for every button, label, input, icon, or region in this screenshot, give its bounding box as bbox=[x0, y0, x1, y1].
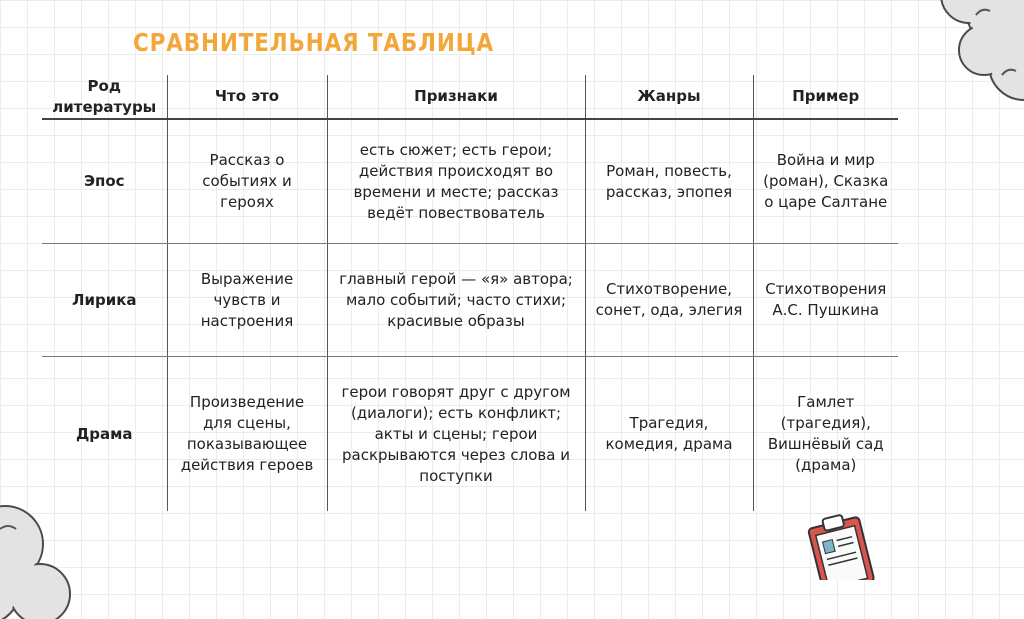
header-genres: Жанры bbox=[585, 75, 753, 119]
clipboard-icon bbox=[800, 510, 880, 580]
cell-example: Стихотворения А.С. Пушкина bbox=[753, 244, 898, 357]
cell-example: Гамлет (трагедия), Вишнёвый сад (драма) bbox=[753, 357, 898, 512]
cell-features: главный герой — «я» автора; мало событий; часто стихи; красивые образы bbox=[327, 244, 585, 357]
row-label: Эпос bbox=[42, 119, 167, 244]
table-header-row bbox=[42, 75, 898, 119]
header-what-is-it: Что это bbox=[167, 75, 327, 119]
header-features: Признаки bbox=[327, 75, 585, 119]
cell-what-is-it: Рассказ о событиях и героях bbox=[167, 119, 327, 244]
cell-genres: Роман, повесть, рассказ, эпопея bbox=[585, 119, 753, 244]
table-row bbox=[42, 244, 898, 357]
header-genre-kind: Род литературы bbox=[42, 75, 167, 119]
cell-genres: Трагедия, комедия, драма bbox=[585, 357, 753, 512]
cell-example: Война и мир (роман), Сказка о царе Салтане bbox=[753, 119, 898, 244]
cell-what-is-it: Выражение чувств и настроения bbox=[167, 244, 327, 357]
header-example: Пример bbox=[753, 75, 898, 119]
row-label: Лирика bbox=[42, 244, 167, 357]
page-title: СРАВНИТЕЛЬНАЯ ТАБЛИЦА bbox=[133, 28, 495, 57]
cell-genres: Стихотворение, сонет, ода, элегия bbox=[585, 244, 753, 357]
cell-what-is-it: Произведение для сцены, показывающее действия героев bbox=[167, 357, 327, 512]
comparison-table bbox=[42, 75, 898, 511]
cloud-icon bbox=[914, 0, 1024, 110]
table-row bbox=[42, 119, 898, 244]
table-row bbox=[42, 357, 898, 512]
row-label: Драма bbox=[42, 357, 167, 512]
cell-features: есть сюжет; есть герои; действия происходят во времени и месте; рассказ ведёт повествователь bbox=[327, 119, 585, 244]
cell-features: герои говорят друг с другом (диалоги); есть конфликт; акты и сцены; герои раскрываются через слова и поступки bbox=[327, 357, 585, 512]
